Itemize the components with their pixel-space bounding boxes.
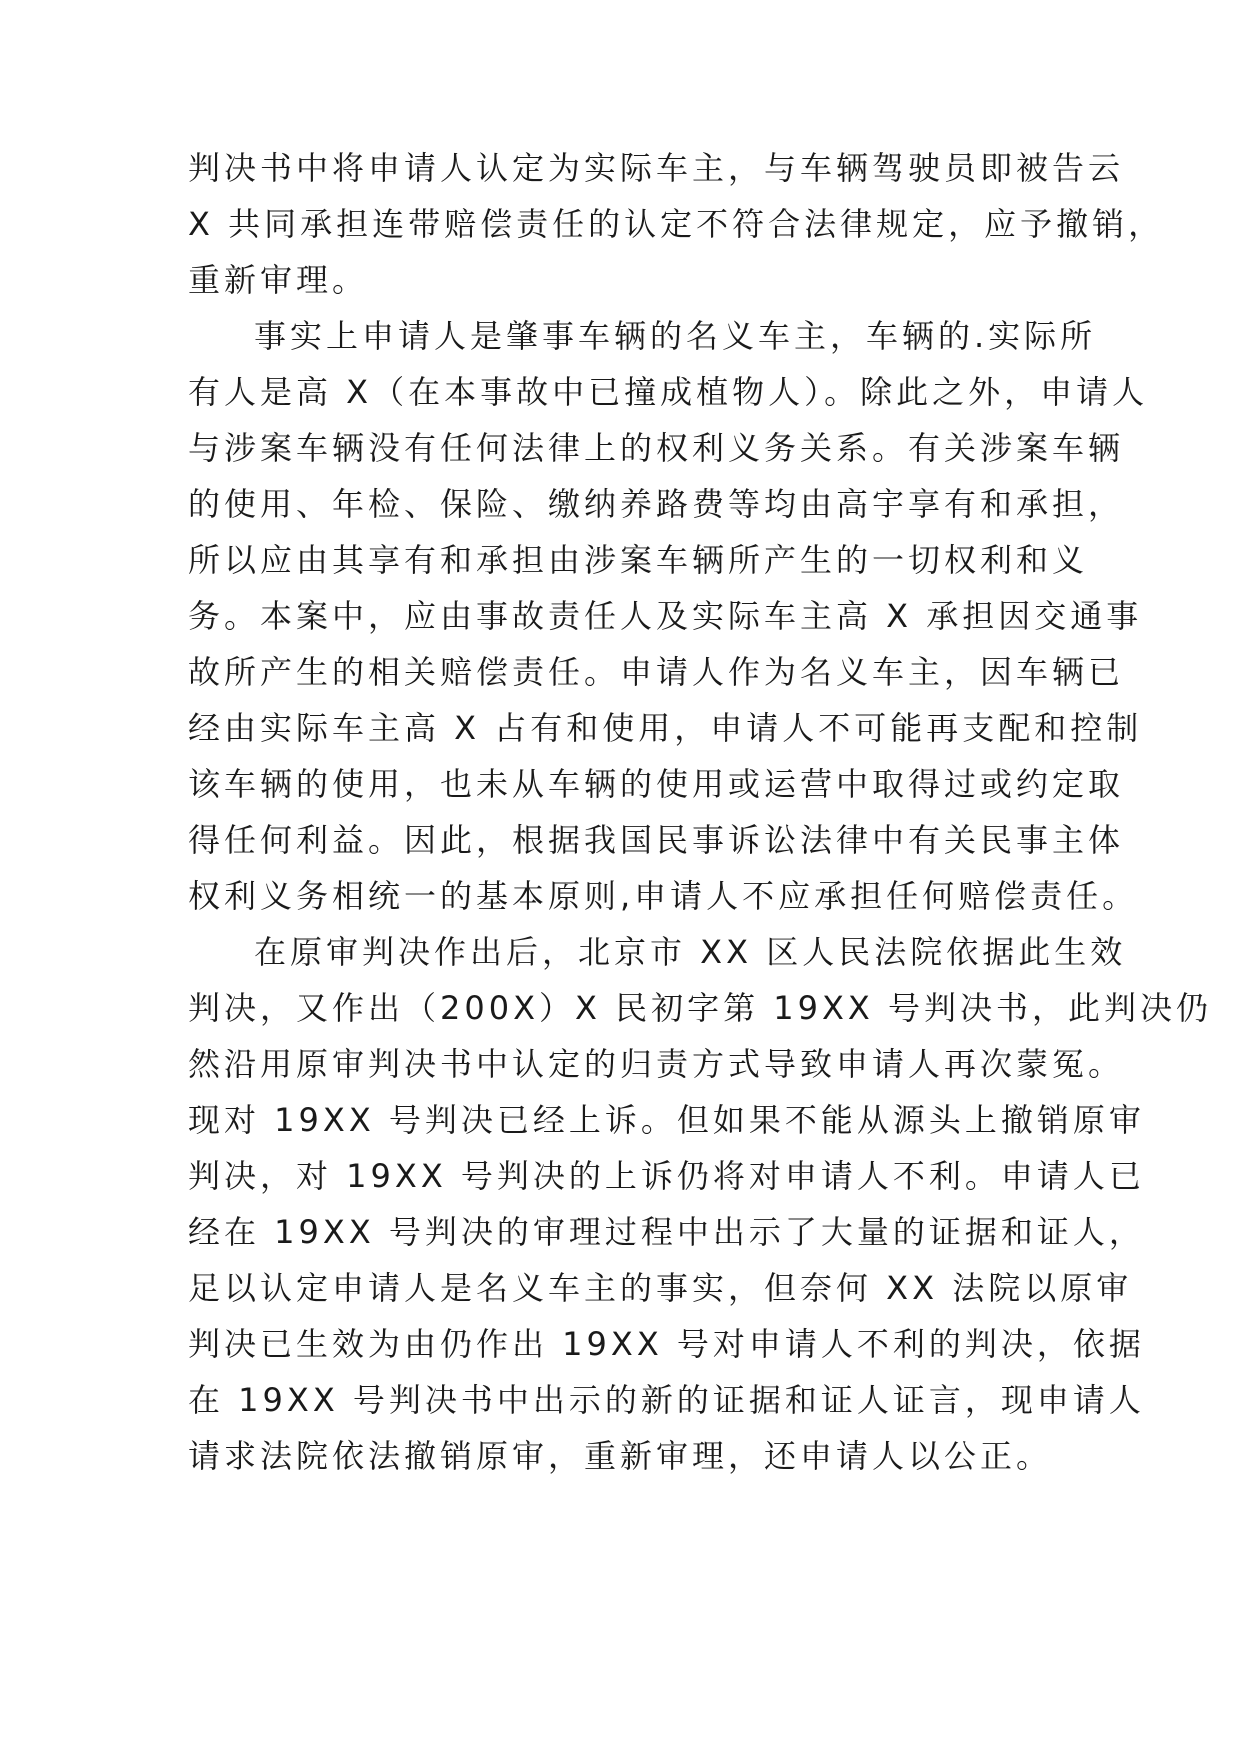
- text-line: 经在 19XX 号判决的审理过程中出示了大量的证据和证人，: [188, 1213, 1145, 1251]
- text-line: 有人是高 X（在本事故中已撞成植物人）。除此之外，申请人: [188, 373, 1149, 411]
- text-line: 所以应由其享有和承担由涉案车辆所产生的一切权利和义: [188, 541, 1089, 579]
- text-line: 权利义务相统一的基本原则,申请人不应承担任何赔偿责任。: [188, 877, 1139, 915]
- text-line: 与涉案车辆没有任何法律上的权利义务关系。有关涉案车辆: [188, 429, 1125, 467]
- paragraph-1: [188, 140, 1165, 308]
- text-line: 故所产生的相关赔偿责任。申请人作为名义车主，因车辆已: [188, 653, 1125, 691]
- text-line: 判决书中将申请人认定为实际车主，与车辆驾驶员即被告云: [188, 149, 1125, 187]
- text-line: 的使用、年检、保险、缴纳养路费等均由高宇享有和承担，: [188, 485, 1125, 523]
- text-line: 现对 19XX 号判决已经上诉。但如果不能从源头上撤销原审: [188, 1101, 1145, 1139]
- text-line: 重新审理。: [188, 261, 369, 299]
- text-line: 在 19XX 号判决书中出示的新的证据和证人证言，现申请人: [188, 1381, 1145, 1419]
- text-line: 判决，又作出（200X）X 民初字第 19XX 号判决书，此判决仍: [188, 989, 1213, 1027]
- text-line: 判决已生效为由仍作出 19XX 号对申请人不利的判决，依据: [188, 1325, 1145, 1363]
- text-line: 判决，对 19XX 号判决的上诉仍将对申请人不利。申请人已: [188, 1157, 1145, 1195]
- text-line: 在原审判决作出后，北京市 XX 区人民法院依据此生效: [254, 933, 1127, 971]
- text-line: 然沿用原审判决书中认定的归责方式导致申请人再次蒙冤。: [188, 1045, 1125, 1083]
- text-line: 请求法院依法撤销原审，重新审理，还申请人以公正。: [188, 1437, 1053, 1475]
- text-line: 务。本案中，应由事故责任人及实际车主高 X 承担因交通事: [188, 597, 1143, 635]
- paragraph-2: [188, 308, 1149, 924]
- text-line: 经由实际车主高 X 占有和使用，申请人不可能再支配和控制: [188, 709, 1143, 747]
- text-line: 事实上申请人是肇事车辆的名义车主，车辆的.实际所: [254, 317, 1097, 355]
- document-body: [188, 140, 1213, 1484]
- text-line: 该车辆的使用，也未从车辆的使用或运营中取得过或约定取: [188, 765, 1125, 803]
- paragraph-3: [188, 924, 1213, 1484]
- text-line: 得任何利益。因此，根据我国民事诉讼法律中有关民事主体: [188, 821, 1125, 859]
- text-line: 足以认定申请人是名义车主的事实，但奈何 XX 法院以原审: [188, 1269, 1133, 1307]
- text-line: X 共同承担连带赔偿责任的认定不符合法律规定，应予撤销，: [188, 205, 1165, 243]
